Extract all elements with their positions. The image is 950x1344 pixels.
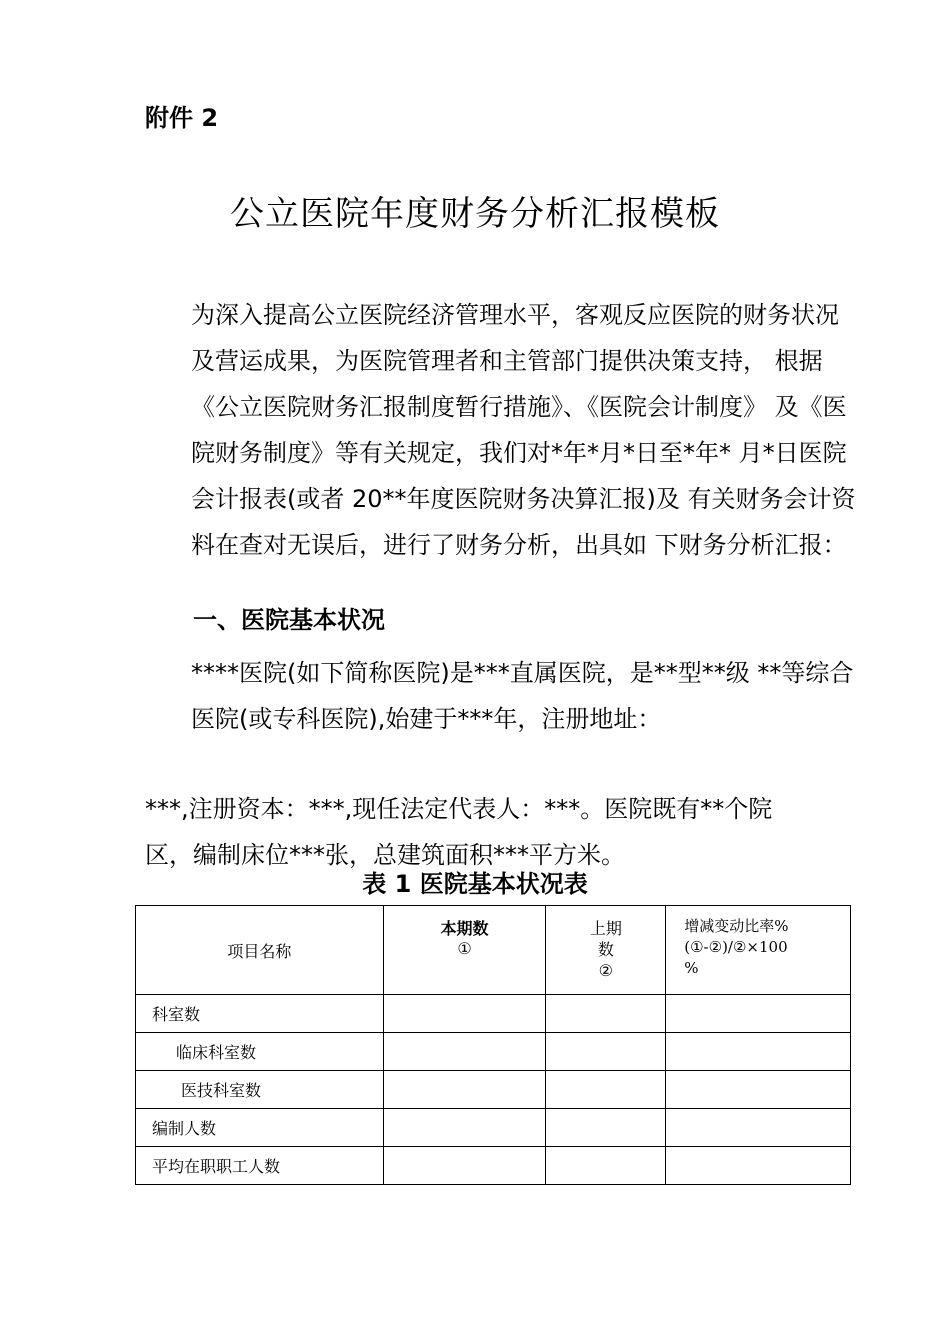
- row-label: 平均在职职工人数: [136, 1147, 384, 1185]
- table-row: [136, 1147, 851, 1185]
- header-change-line1: 增减变动比率%: [684, 917, 789, 935]
- cell-change: [666, 995, 851, 1033]
- header-previous-line1: 上期: [589, 919, 622, 938]
- header-current-label: 本期数: [440, 919, 489, 938]
- row-label: 临床科室数: [136, 1033, 384, 1071]
- row-label: 科室数: [136, 995, 384, 1033]
- attachment-label: 附件 2: [145, 104, 219, 132]
- cell-previous: [546, 1071, 666, 1109]
- header-item-name: 项目名称: [136, 906, 384, 995]
- cell-previous: [546, 1033, 666, 1071]
- cell-change: [666, 1071, 851, 1109]
- hospital-basic-status-table: [135, 905, 851, 1185]
- table-row: [136, 1109, 851, 1147]
- section-heading-basic-status: 一、医院基本状况: [193, 606, 385, 634]
- header-previous-mark: ②: [598, 961, 613, 980]
- header-previous-period: [546, 906, 666, 995]
- header-previous-line2: 数: [597, 940, 614, 959]
- cell-current: [383, 1071, 546, 1109]
- header-change-line3: %: [684, 959, 699, 977]
- cell-current: [383, 1147, 546, 1185]
- table-header-row: [136, 906, 851, 995]
- header-current-mark: ①: [457, 939, 472, 958]
- intro-paragraph: 为深入提高公立医院经济管理水平，客观反应医院的财务状况及营运成果，为医院管理者和主管部门提供决策支持， 根据《公立医院财务汇报制度暂行措施》、《医院会计制度》 及《医院财务制度》等有关规定，我们对*年*月*日至*年* 月*日医院会计报表(或者 20**年度医院财务决算汇报)及 有关财务会计资料在查对无误后，进行了财务分析，出具如 下财务分析汇报：: [191, 301, 856, 559]
- table-row: [136, 1033, 851, 1071]
- table-row: [136, 1071, 851, 1109]
- table-caption: 表 1 医院基本状况表: [362, 870, 588, 898]
- row-label: 医技科室数: [136, 1071, 384, 1109]
- cell-current: [383, 995, 546, 1033]
- hospital-intro-paragraph: ****医院(如下简称医院)是***直属医院，是**型**级 **等综合医院(或专科医院),始建于***年，注册地址：: [191, 659, 854, 733]
- row-label: 编制人数: [136, 1109, 384, 1147]
- hospital-capital-paragraph: ***,注册资本：***,现任法定代表人：***。医院既有**个院区，编制床位***张，总建筑面积***平方米。: [145, 795, 773, 869]
- cell-previous: [546, 1147, 666, 1185]
- cell-previous: [546, 1109, 666, 1147]
- cell-change: [666, 1147, 851, 1185]
- header-change-ratio: [666, 906, 851, 995]
- cell-current: [383, 1109, 546, 1147]
- document-title: 公立医院年度财务分析汇报模板: [230, 194, 720, 234]
- header-current-period: [383, 906, 546, 995]
- header-change-line2: (①-②)/②×100: [684, 938, 788, 956]
- cell-change: [666, 1109, 851, 1147]
- cell-change: [666, 1033, 851, 1071]
- cell-current: [383, 1033, 546, 1071]
- cell-previous: [546, 995, 666, 1033]
- table-row: [136, 995, 851, 1033]
